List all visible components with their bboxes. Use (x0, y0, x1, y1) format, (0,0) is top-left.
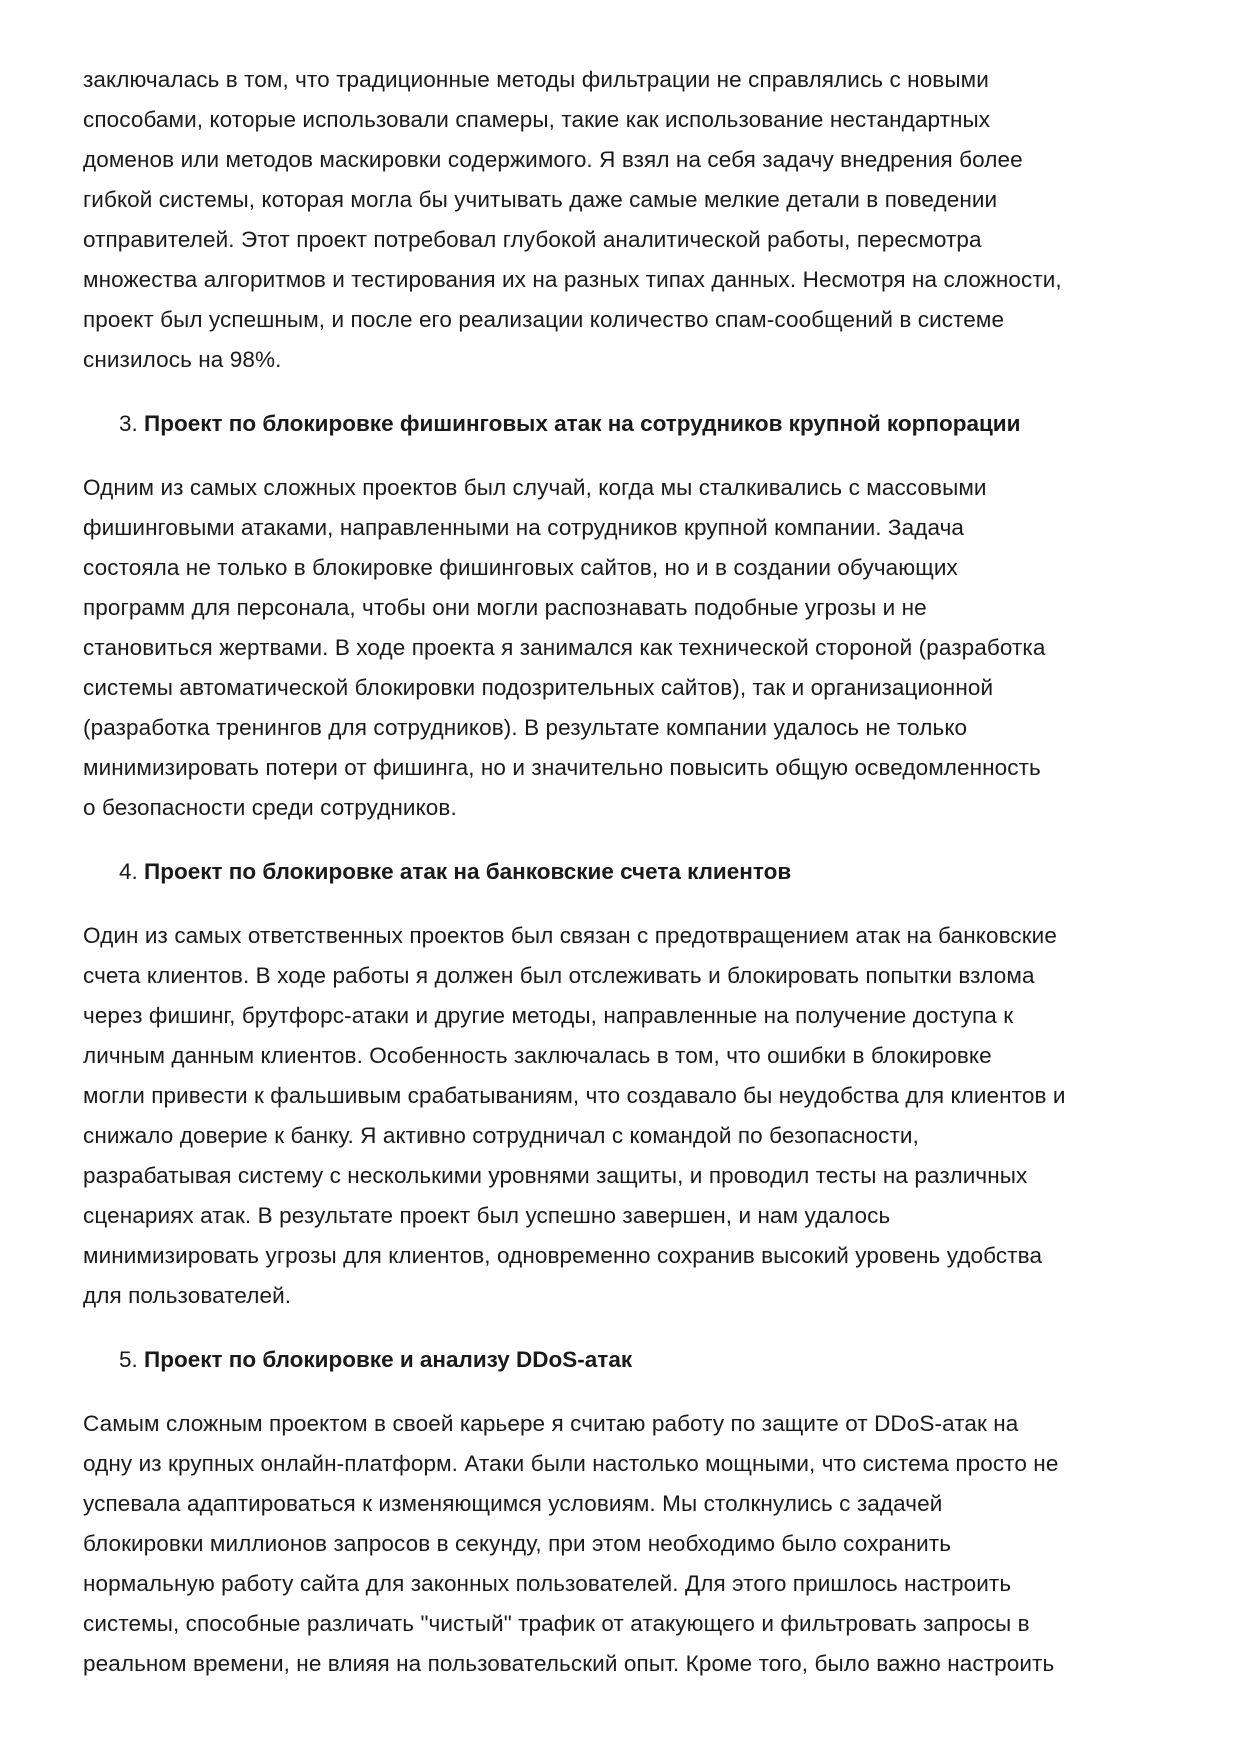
text-line: проект был успешным, и после его реализации количество спам-сообщений в системе (83, 307, 1005, 332)
section-heading-3 (83, 404, 1173, 444)
paragraph-phishing-project (83, 468, 1173, 828)
text-line: состояла не только в блокировке фишинговых сайтов, но и в создании обучающих (83, 555, 958, 580)
text-line: о безопасности среди сотрудников. (83, 795, 457, 820)
text-line: личным данным клиентов. Особенность заключалась в том, что ошибки в блокировке (83, 1043, 992, 1068)
text-line: программ для персонала, чтобы они могли распознавать подобные угрозы и не (83, 595, 927, 620)
text-line: одну из крупных онлайн-платформ. Атаки были настолько мощными, что система просто не (83, 1451, 1059, 1476)
text-line: (разработка тренингов для сотрудников). В результате компании удалось не только (83, 715, 968, 740)
text-line: минимизировать угрозы для клиентов, одновременно сохранив высокий уровень удобства (83, 1243, 1043, 1268)
text-line: нормальную работу сайта для законных пользователей. Для этого пришлось настроить (83, 1571, 1012, 1596)
paragraph-spam-filter-continued (83, 60, 1173, 380)
text-line: системы, способные различать "чистый" трафик от атакующего и фильтровать запросы в (83, 1611, 1030, 1636)
text-line: могли привести к фальшивым срабатываниям, что создавало бы неудобства для клиентов и (83, 1083, 1066, 1108)
section-heading-5 (83, 1340, 1173, 1380)
text-line: отправителей. Этот проект потребовал глубокой аналитической работы, пересмотра (83, 227, 982, 252)
paragraph-banking-project (83, 916, 1173, 1316)
text-line: гибкой системы, которая могла бы учитывать даже самые мелкие детали в поведении (83, 187, 998, 212)
text-line: минимизировать потери от фишинга, но и значительно повысить общую осведомленность (83, 755, 1041, 780)
text-line: множества алгоритмов и тестирования их на разных типах данных. Несмотря на сложности, (83, 267, 1062, 292)
text-line: снижало доверие к банку. Я активно сотрудничал с командой по безопасности, (83, 1123, 919, 1148)
text-line: Один из самых ответственных проектов был связан с предотвращением атак на банковские (83, 923, 1057, 948)
text-line: успевала адаптироваться к изменяющимся условиям. Мы столкнулись с задачей (83, 1491, 943, 1516)
text-line: способами, которые использовали спамеры, такие как использование нестандартных (83, 107, 991, 132)
document-page (83, 60, 1173, 1684)
text-line: заключалась в том, что традиционные методы фильтрации не справлялись с новыми (83, 67, 989, 92)
list-number: 4. (119, 859, 138, 884)
paragraph-ddos-project (83, 1404, 1173, 1684)
text-line: фишинговыми атаками, направленными на сотрудников крупной компании. Задача (83, 515, 965, 540)
text-line: Одним из самых сложных проектов был случай, когда мы сталкивались с массовыми (83, 475, 987, 500)
heading-title: Проект по блокировке и анализу DDoS-атак (144, 1347, 633, 1372)
text-line: реальном времени, не влияя на пользовательский опыт. Кроме того, было важно настроить (83, 1651, 1055, 1676)
section-heading-4 (83, 852, 1173, 892)
text-line: для пользователей. (83, 1283, 292, 1308)
text-line: Самым сложным проектом в своей карьере я считаю работу по защите от DDoS-атак на (83, 1411, 1019, 1436)
text-line: снизилось на 98%. (83, 347, 282, 372)
text-line: через фишинг, брутфорс-атаки и другие методы, направленные на получение доступа к (83, 1003, 1014, 1028)
text-line: системы автоматической блокировки подозрительных сайтов), так и организационной (83, 675, 994, 700)
list-number: 3. (119, 411, 138, 436)
heading-title: Проект по блокировке фишинговых атак на сотрудников крупной корпорации (144, 411, 1021, 436)
text-line: сценариях атак. В результате проект был успешно завершен, и нам удалось (83, 1203, 891, 1228)
text-line: блокировки миллионов запросов в секунду, при этом необходимо было сохранить (83, 1531, 952, 1556)
list-number: 5. (119, 1347, 138, 1372)
text-line: счета клиентов. В ходе работы я должен был отслеживать и блокировать попытки взлома (83, 963, 1035, 988)
heading-title: Проект по блокировке атак на банковские счета клиентов (144, 859, 792, 884)
text-line: становиться жертвами. В ходе проекта я занимался как технической стороной (разработка (83, 635, 1046, 660)
text-line: доменов или методов маскировки содержимого. Я взял на себя задачу внедрения более (83, 147, 1023, 172)
text-line: разрабатывая систему с несколькими уровнями защиты, и проводил тесты на различных (83, 1163, 1028, 1188)
